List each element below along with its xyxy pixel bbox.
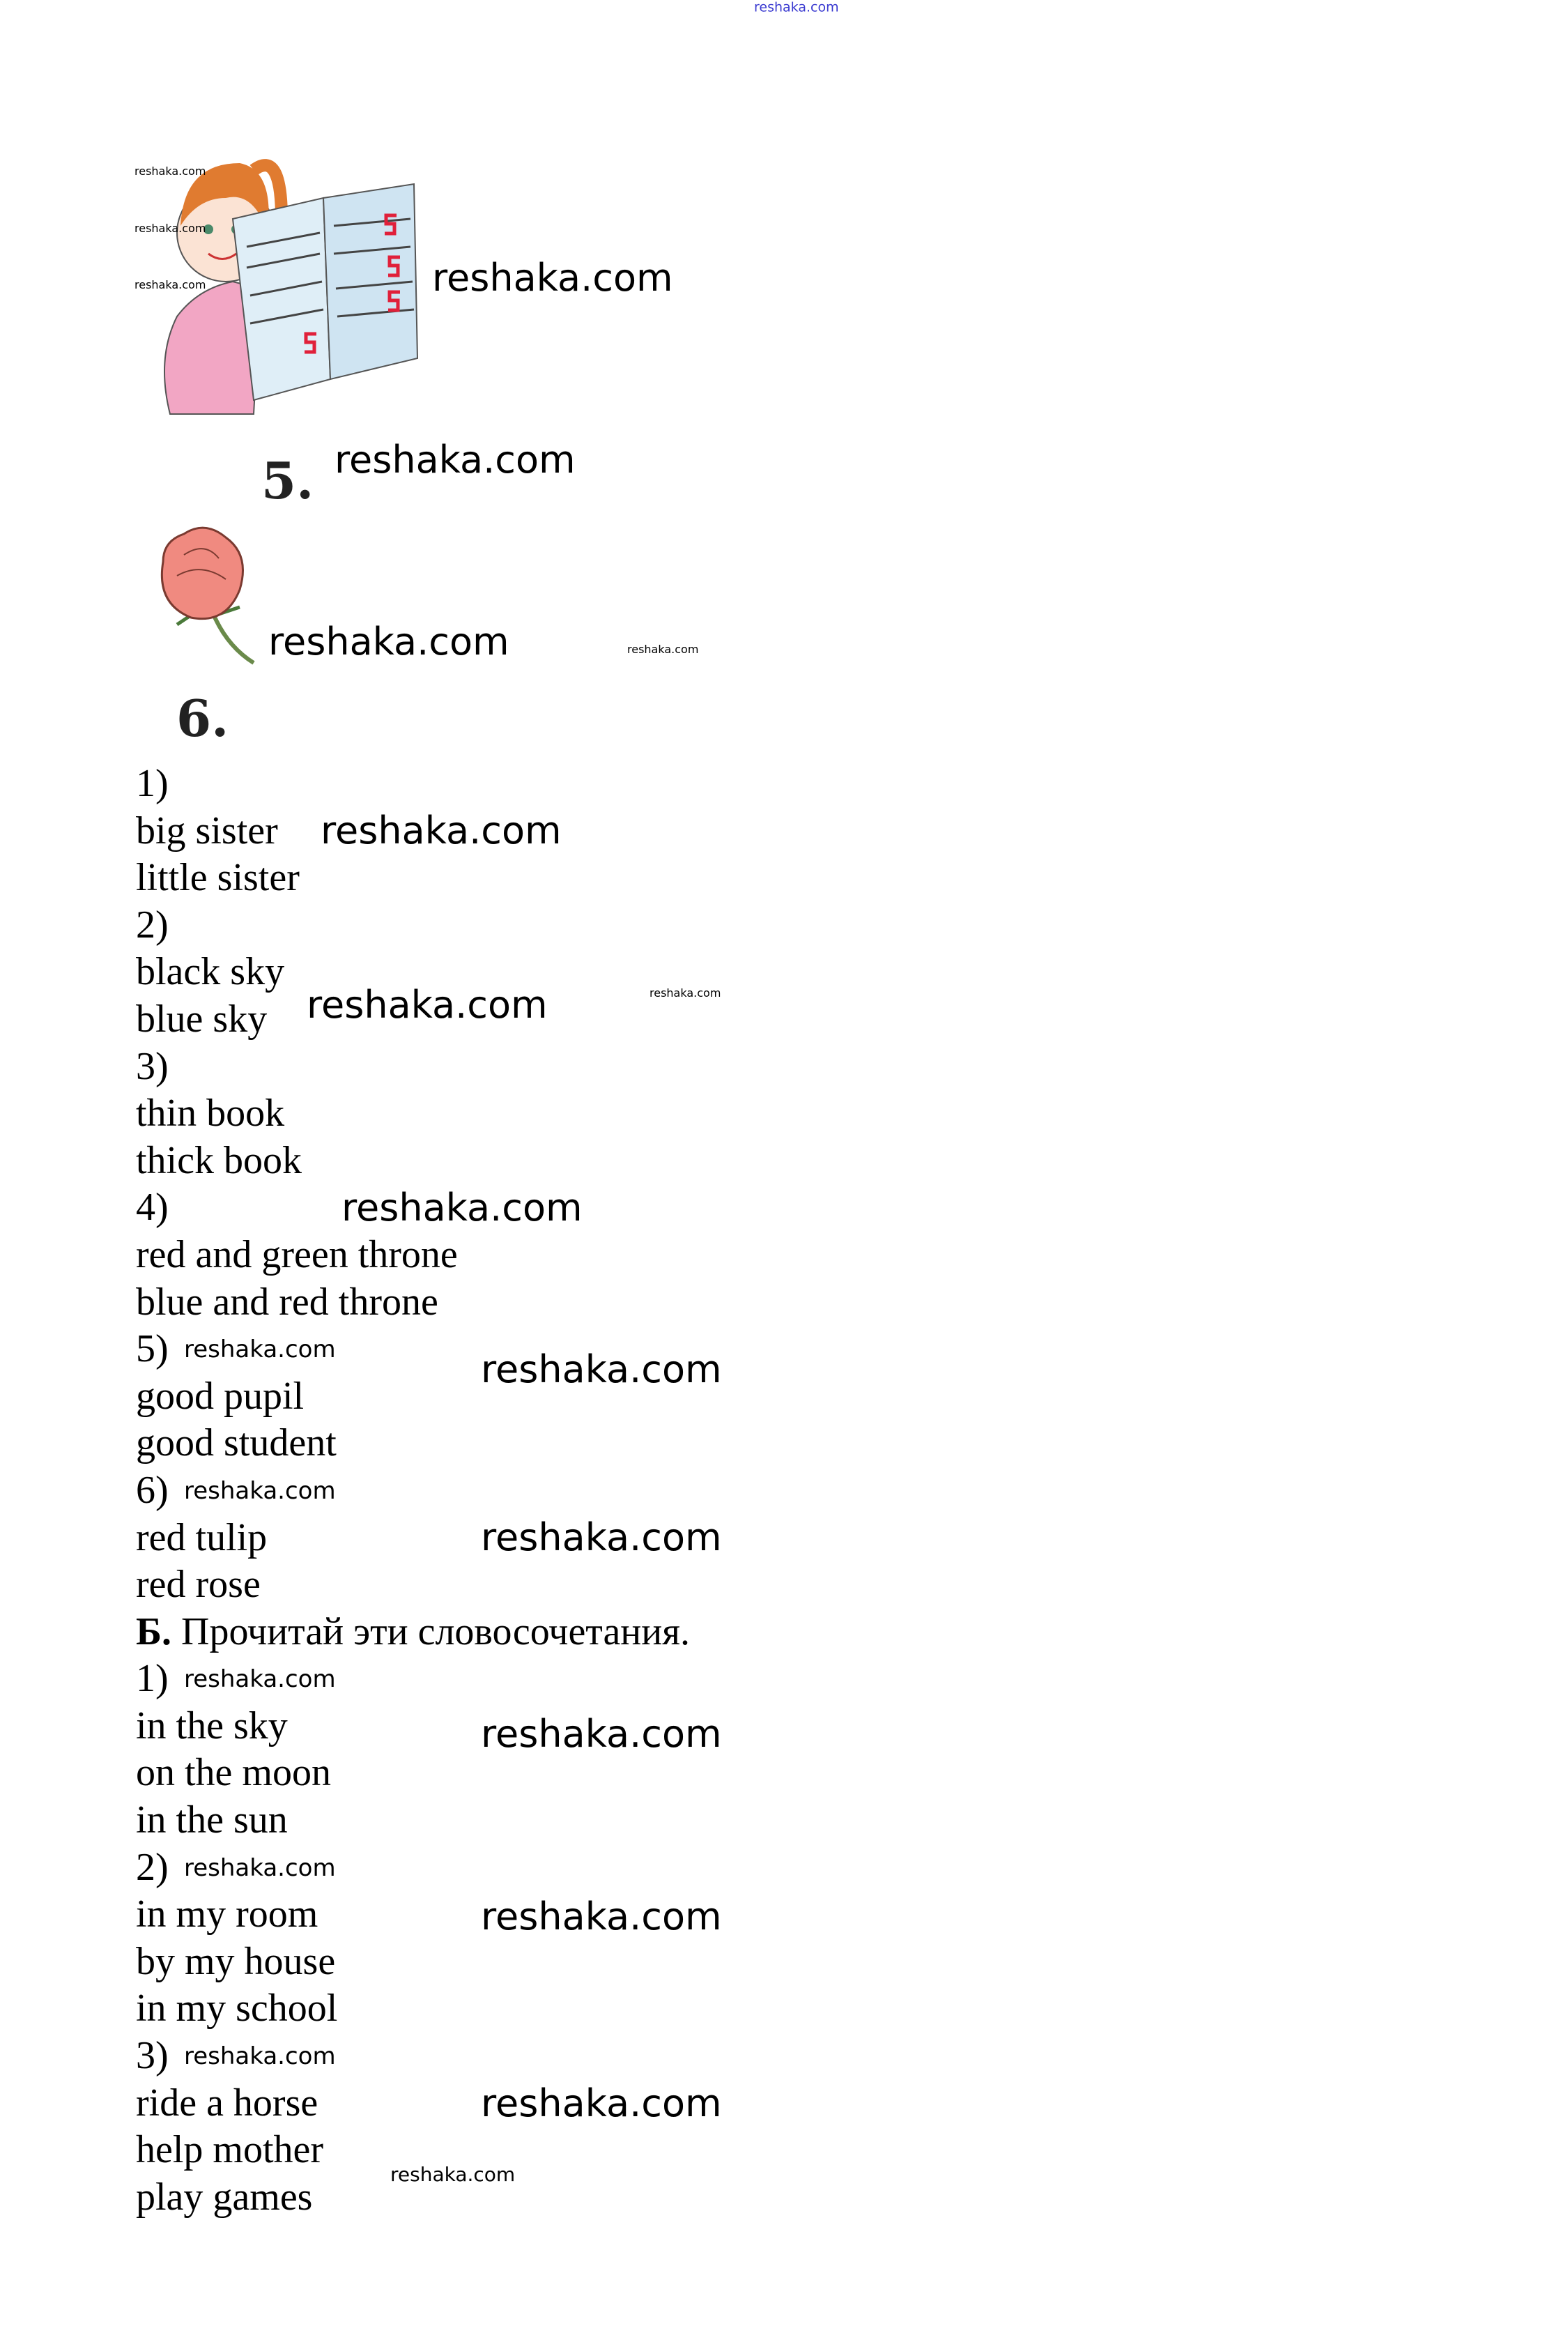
- watermark: reshaka.com: [335, 438, 576, 482]
- phrase: good pupil: [136, 1374, 305, 1418]
- rose-illustration: [149, 520, 264, 666]
- watermark: reshaka.com: [481, 1895, 722, 1938]
- watermark: reshaka.com: [307, 983, 548, 1027]
- girl-with-report-card-illustration: [149, 149, 428, 435]
- section-b-text: Прочитай эти словосочетания.: [171, 1609, 690, 1653]
- watermark: reshaka.com: [134, 278, 206, 291]
- watermark: reshaka.com: [321, 809, 562, 852]
- section-b-heading: [136, 1609, 690, 1656]
- watermark: reshaka.com: [481, 1347, 722, 1391]
- watermark: reshaka.com: [268, 620, 509, 664]
- watermark: reshaka.com: [184, 1477, 336, 1505]
- item-number: 2): [136, 903, 169, 947]
- phrase: help mother: [136, 2128, 324, 2172]
- item-number: 1): [136, 762, 169, 805]
- watermark: reshaka.com: [184, 1854, 336, 1882]
- watermark: reshaka.com: [184, 2042, 336, 2070]
- exercise-number-6: 6.: [176, 689, 229, 748]
- phrase: good student: [136, 1421, 337, 1465]
- section-b-label: Б.: [136, 1609, 172, 1653]
- phrase: in my school: [136, 1987, 338, 2030]
- phrase: little sister: [136, 856, 300, 900]
- item-number: 1): [136, 1657, 169, 1701]
- phrase: big sister: [136, 809, 278, 852]
- watermark: reshaka.com: [650, 986, 721, 1000]
- phrase: blue and red throne: [136, 1280, 438, 1324]
- watermark: reshaka.com: [134, 222, 206, 235]
- item-number: 2): [136, 1845, 169, 1889]
- item-number: 5): [136, 1327, 169, 1371]
- phrase: black sky: [136, 950, 285, 994]
- phrase: red rose: [136, 1563, 261, 1607]
- watermark: reshaka.com: [134, 165, 206, 178]
- watermark: reshaka.com: [184, 1665, 336, 1693]
- watermark: reshaka.com: [627, 643, 699, 656]
- phrase: red tulip: [136, 1515, 268, 1559]
- watermark: reshaka.com: [390, 2163, 516, 2186]
- watermark: reshaka.com: [341, 1186, 583, 1230]
- item-number: 3): [136, 2034, 169, 2078]
- watermark: reshaka.com: [481, 1515, 722, 1559]
- phrase: thin book: [136, 1092, 285, 1135]
- phrase: in the sky: [136, 1704, 288, 1747]
- watermark: reshaka.com: [184, 1336, 336, 1363]
- phrase: play games: [136, 2175, 313, 2219]
- phrase: in my room: [136, 1892, 318, 1936]
- item-number: 4): [136, 1186, 169, 1230]
- phrase: red and green throne: [136, 1232, 458, 1276]
- phrase: in the sun: [136, 1798, 288, 1842]
- item-number: 6): [136, 1468, 169, 1512]
- exercise-number-5: 5.: [261, 451, 314, 510]
- watermark: reshaka.com: [481, 1712, 722, 1756]
- header-watermark: reshaka.com: [754, 0, 839, 15]
- item-number: 3): [136, 1044, 169, 1088]
- watermark: reshaka.com: [481, 2081, 722, 2125]
- phrase: blue sky: [136, 997, 268, 1041]
- phrase: on the moon: [136, 1751, 331, 1795]
- phrase: ride a horse: [136, 2081, 318, 2125]
- phrase: thick book: [136, 1138, 302, 1182]
- watermark: reshaka.com: [432, 256, 673, 300]
- phrase: by my house: [136, 1939, 336, 1983]
